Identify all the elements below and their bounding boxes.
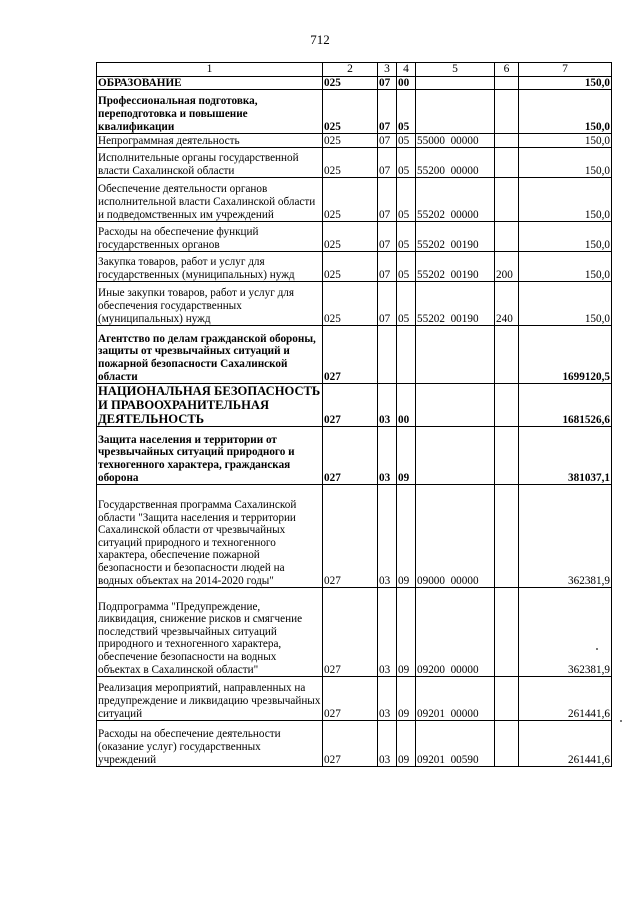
admin-code: 027	[323, 588, 378, 677]
amount: 362381,9	[519, 485, 612, 588]
subsection-code: 09	[397, 721, 416, 767]
target-article-code: 55202 00190	[416, 282, 495, 326]
column-header: 1	[97, 63, 323, 77]
row-description: Непрограммная деятельность	[97, 134, 323, 148]
target-article-code	[416, 76, 495, 90]
section-code: 07	[378, 148, 397, 178]
row-description: Расходы на обеспечение деятельности (оказание услуг) государственных учреждений	[97, 721, 323, 767]
target-article-code	[416, 90, 495, 134]
row-description: Расходы на обеспечение функций государственных органов	[97, 222, 323, 252]
amount: 150,0	[519, 282, 612, 326]
target-article-code: 09201 00000	[416, 677, 495, 721]
target-article-code: 55000 00000	[416, 134, 495, 148]
expense-type-code	[495, 90, 519, 134]
section-code: 07	[378, 178, 397, 222]
subsection-code: 05	[397, 222, 416, 252]
target-article-code: 55202 00000	[416, 178, 495, 222]
expense-type-code	[495, 588, 519, 677]
subsection-code: 05	[397, 178, 416, 222]
amount: 150,0	[519, 76, 612, 90]
subsection-code: 05	[397, 134, 416, 148]
section-code	[378, 326, 397, 384]
table-header-row	[97, 63, 612, 77]
expense-type-code: 240	[495, 282, 519, 326]
column-header: 4	[397, 63, 416, 77]
subsection-code: 05	[397, 282, 416, 326]
row-description: Иные закупки товаров, работ и услуг для обеспечения государственных (муниципальных) нужд	[97, 282, 323, 326]
expense-type-code	[495, 326, 519, 384]
table-row	[97, 178, 612, 222]
subsection-code: 05	[397, 252, 416, 282]
target-article-code: 09201 00590	[416, 721, 495, 767]
subsection-code: 09	[397, 485, 416, 588]
subsection-code: 05	[397, 148, 416, 178]
amount: 381037,1	[519, 427, 612, 485]
amount: 150,0	[519, 148, 612, 178]
table-row	[97, 485, 612, 588]
section-code: 07	[378, 282, 397, 326]
table-row	[97, 384, 612, 427]
amount: 150,0	[519, 252, 612, 282]
table-row	[97, 721, 612, 767]
subsection-code: 00	[397, 76, 416, 90]
amount: 150,0	[519, 178, 612, 222]
table-row	[97, 326, 612, 384]
admin-code: 027	[323, 721, 378, 767]
expense-type-code	[495, 178, 519, 222]
table-row	[97, 90, 612, 134]
row-description: Реализация мероприятий, направленных на предупреждение и ликвидацию чрезвычайных ситуаций	[97, 677, 323, 721]
section-code: 03	[378, 721, 397, 767]
subsection-code	[397, 326, 416, 384]
amount: 261441,6	[519, 721, 612, 767]
target-article-code	[416, 384, 495, 427]
page-number: 712	[310, 32, 330, 47]
column-header: 2	[323, 63, 378, 77]
target-article-code: 09000 00000	[416, 485, 495, 588]
budget-table	[96, 62, 612, 767]
section-code: 03	[378, 588, 397, 677]
section-code: 03	[378, 485, 397, 588]
target-article-code	[416, 427, 495, 485]
admin-code: 025	[323, 148, 378, 178]
target-article-code: 09200 00000	[416, 588, 495, 677]
row-description: Профессиональная подготовка, переподготовка и повышение квалификации	[97, 90, 323, 134]
expense-type-code	[495, 222, 519, 252]
column-header: 7	[519, 63, 612, 77]
scan-speck	[620, 720, 622, 722]
admin-code: 025	[323, 282, 378, 326]
row-description: ОБРАЗОВАНИЕ	[97, 76, 323, 90]
row-description: Государственная программа Сахалинской области "Защита населения и территории Сахалинской области от чрезвычайных ситуаций природного и техногенного характера, обеспечение пожарной безопасности и безопасности людей на водных объектах на 2014-2020 годы"	[97, 485, 323, 588]
subsection-code: 00	[397, 384, 416, 427]
section-code: 03	[378, 427, 397, 485]
budget-table-body	[97, 63, 612, 767]
expense-type-code	[495, 148, 519, 178]
admin-code: 027	[323, 677, 378, 721]
amount: 362381,9	[519, 588, 612, 677]
expense-type-code	[495, 485, 519, 588]
column-header: 3	[378, 63, 397, 77]
table-row	[97, 76, 612, 90]
admin-code: 027	[323, 384, 378, 427]
admin-code: 025	[323, 252, 378, 282]
amount: 150,0	[519, 90, 612, 134]
expense-type-code	[495, 721, 519, 767]
table-row	[97, 677, 612, 721]
row-description: Защита населения и территории от чрезвычайных ситуаций природного и техногенного характера, гражданская оборона	[97, 427, 323, 485]
subsection-code: 09	[397, 677, 416, 721]
expense-type-code: 200	[495, 252, 519, 282]
target-article-code: 55202 00190	[416, 252, 495, 282]
row-description: Агентство по делам гражданской обороны, защиты от чрезвычайных ситуаций и пожарной безопасности Сахалинской области	[97, 326, 323, 384]
section-code: 07	[378, 222, 397, 252]
amount: 150,0	[519, 222, 612, 252]
expense-type-code	[495, 134, 519, 148]
row-description: НАЦИОНАЛЬНАЯ БЕЗОПАСНОСТЬ И ПРАВООХРАНИТЕЛЬНАЯ ДЕЯТЕЛЬНОСТЬ	[97, 384, 323, 427]
amount: 1681526,6	[519, 384, 612, 427]
admin-code: 025	[323, 76, 378, 90]
admin-code: 025	[323, 134, 378, 148]
row-description: Исполнительные органы государственной власти Сахалинской области	[97, 148, 323, 178]
table-row	[97, 282, 612, 326]
section-code: 07	[378, 76, 397, 90]
column-header: 5	[416, 63, 495, 77]
section-code: 07	[378, 252, 397, 282]
expense-type-code	[495, 427, 519, 485]
admin-code: 027	[323, 427, 378, 485]
amount: 150,0	[519, 134, 612, 148]
admin-code: 025	[323, 90, 378, 134]
admin-code: 025	[323, 222, 378, 252]
scan-speck	[596, 648, 598, 650]
section-code: 07	[378, 90, 397, 134]
table-row	[97, 427, 612, 485]
expense-type-code	[495, 384, 519, 427]
section-code: 07	[378, 134, 397, 148]
target-article-code	[416, 326, 495, 384]
admin-code: 027	[323, 326, 378, 384]
table-row	[97, 134, 612, 148]
target-article-code: 55200 00000	[416, 148, 495, 178]
column-header: 6	[495, 63, 519, 77]
table-row	[97, 588, 612, 677]
table-row	[97, 252, 612, 282]
subsection-code: 09	[397, 427, 416, 485]
subsection-code: 09	[397, 588, 416, 677]
amount: 261441,6	[519, 677, 612, 721]
expense-type-code	[495, 677, 519, 721]
expense-type-code	[495, 76, 519, 90]
admin-code: 027	[323, 485, 378, 588]
section-code: 03	[378, 677, 397, 721]
target-article-code: 55202 00190	[416, 222, 495, 252]
amount: 1699120,5	[519, 326, 612, 384]
row-description: Обеспечение деятельности органов исполнительной власти Сахалинской области и подведомственных им учреждений	[97, 178, 323, 222]
table-row	[97, 222, 612, 252]
row-description: Подпрограмма "Предупреждение, ликвидация, снижение рисков и смягчение последствий чрезвычайных ситуаций природного и техногенного характера, обеспечение безопасности на водных объектах в Сахалинской области"	[97, 588, 323, 677]
admin-code: 025	[323, 178, 378, 222]
row-description: Закупка товаров, работ и услуг для государственных (муниципальных) нужд	[97, 252, 323, 282]
section-code: 03	[378, 384, 397, 427]
subsection-code: 05	[397, 90, 416, 134]
table-row	[97, 148, 612, 178]
